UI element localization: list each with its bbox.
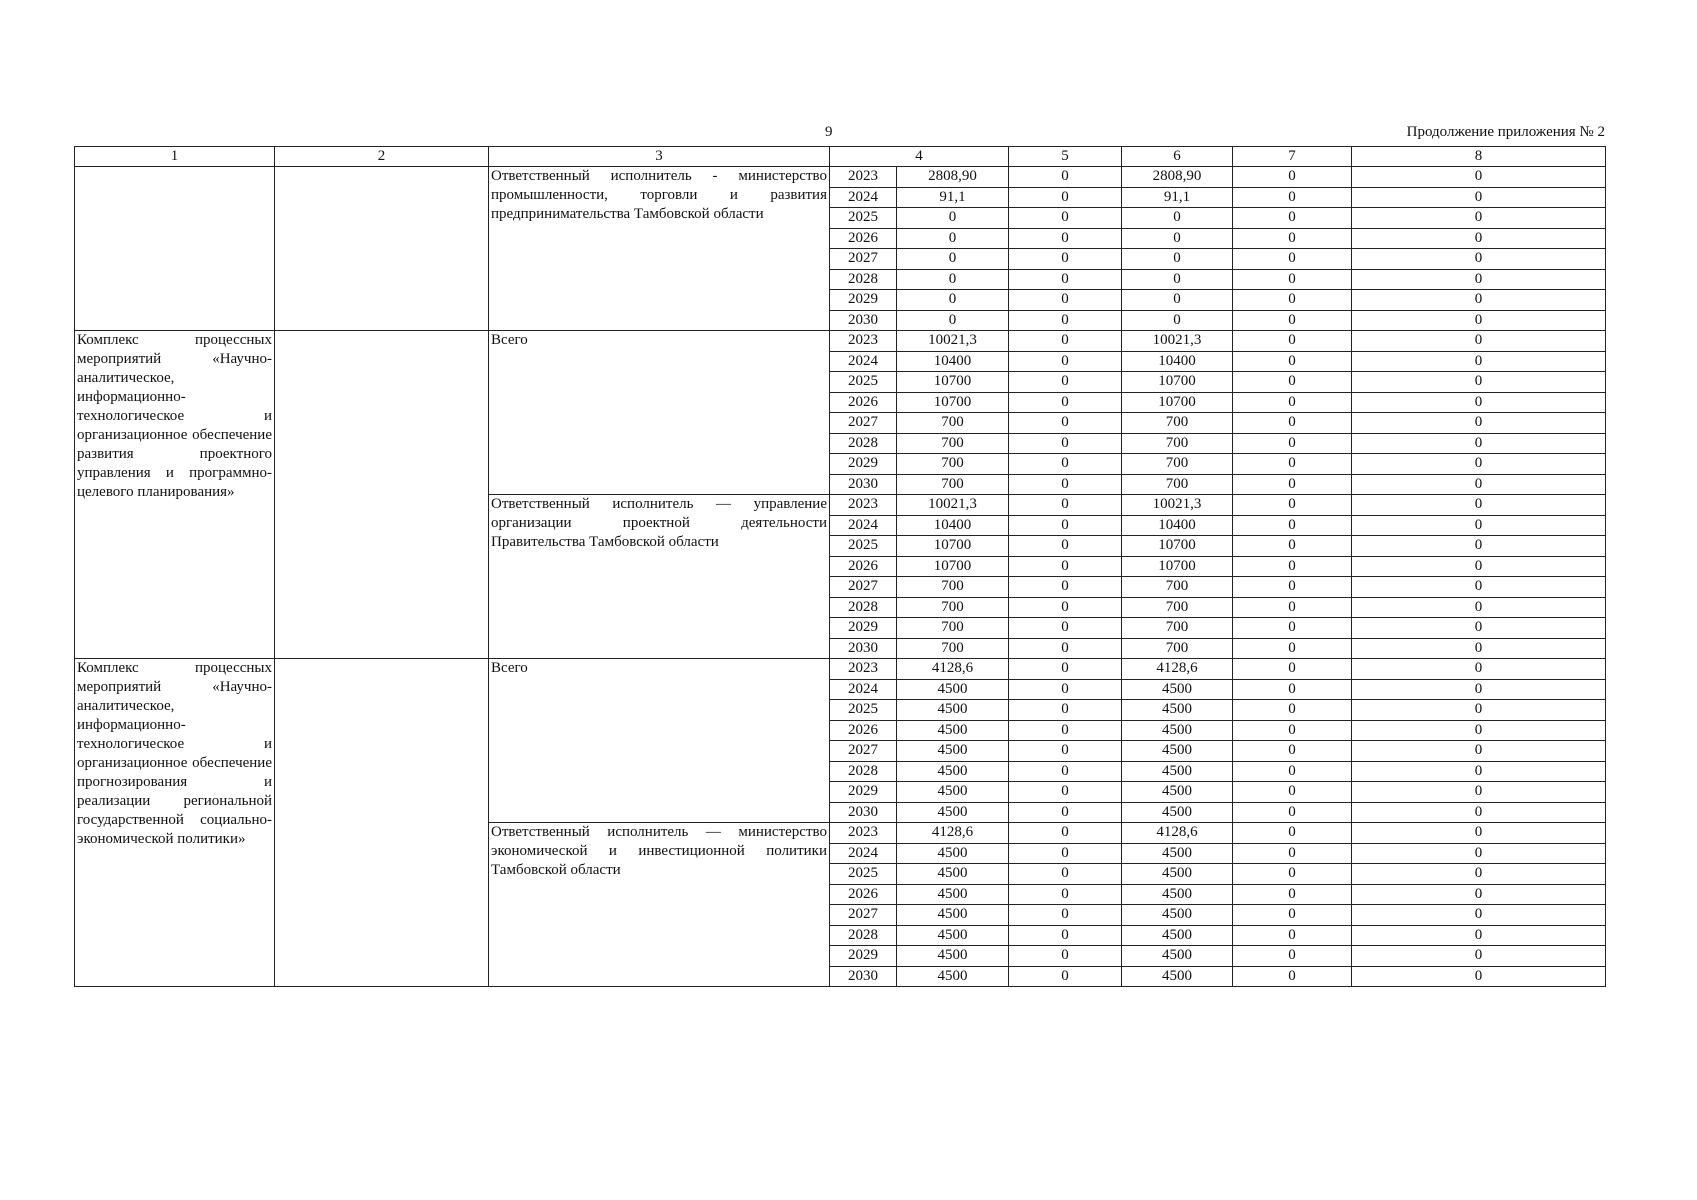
regional-cell: 700: [1122, 618, 1233, 639]
federal-cell: 0: [1009, 495, 1122, 516]
other-cell: 0: [1352, 249, 1606, 270]
regional-cell: 4500: [1122, 864, 1233, 885]
executor-cell: Ответственный исполнитель - министерство промышленности, торговли и развития предпринимательства Тамбовской области: [489, 167, 830, 331]
regional-cell: 10700: [1122, 392, 1233, 413]
federal-cell: 0: [1009, 474, 1122, 495]
table-row: [75, 167, 1606, 188]
year-cell: 2026: [830, 720, 897, 741]
local-cell: 0: [1233, 761, 1352, 782]
other-cell: 0: [1352, 720, 1606, 741]
regional-cell: 4500: [1122, 761, 1233, 782]
federal-cell: 0: [1009, 413, 1122, 434]
regional-cell: 4128,6: [1122, 659, 1233, 680]
federal-cell: 0: [1009, 597, 1122, 618]
other-cell: 0: [1352, 454, 1606, 475]
total-cell: 0: [897, 310, 1009, 331]
local-cell: 0: [1233, 454, 1352, 475]
other-cell: 0: [1352, 433, 1606, 454]
year-cell: 2024: [830, 187, 897, 208]
year-cell: 2023: [830, 495, 897, 516]
total-cell: 700: [897, 413, 1009, 434]
total-cell: 4500: [897, 925, 1009, 946]
local-cell: 0: [1233, 556, 1352, 577]
other-cell: 0: [1352, 802, 1606, 823]
year-cell: 2024: [830, 351, 897, 372]
federal-cell: 0: [1009, 290, 1122, 311]
local-cell: 0: [1233, 946, 1352, 967]
federal-cell: 0: [1009, 392, 1122, 413]
year-cell: 2023: [830, 823, 897, 844]
other-cell: 0: [1352, 946, 1606, 967]
total-cell: 10400: [897, 351, 1009, 372]
other-cell: 0: [1352, 679, 1606, 700]
other-cell: 0: [1352, 659, 1606, 680]
local-cell: 0: [1233, 679, 1352, 700]
other-cell: 0: [1352, 310, 1606, 331]
federal-cell: 0: [1009, 802, 1122, 823]
federal-cell: 0: [1009, 372, 1122, 393]
year-cell: 2024: [830, 843, 897, 864]
regional-cell: 700: [1122, 454, 1233, 475]
total-cell: 4500: [897, 741, 1009, 762]
local-cell: 0: [1233, 802, 1352, 823]
regional-cell: 91,1: [1122, 187, 1233, 208]
regional-cell: 0: [1122, 269, 1233, 290]
federal-cell: 0: [1009, 187, 1122, 208]
other-cell: 0: [1352, 413, 1606, 434]
year-cell: 2028: [830, 269, 897, 290]
federal-cell: 0: [1009, 823, 1122, 844]
total-cell: 4500: [897, 905, 1009, 926]
year-cell: 2029: [830, 782, 897, 803]
federal-cell: 0: [1009, 536, 1122, 557]
total-cell: 700: [897, 454, 1009, 475]
other-cell: 0: [1352, 966, 1606, 987]
column-header: 2: [275, 147, 489, 167]
regional-cell: 4500: [1122, 843, 1233, 864]
total-cell: 4500: [897, 864, 1009, 885]
other-cell: 0: [1352, 331, 1606, 352]
local-cell: 0: [1233, 864, 1352, 885]
regional-cell: 4500: [1122, 946, 1233, 967]
federal-cell: 0: [1009, 454, 1122, 475]
total-cell: 700: [897, 597, 1009, 618]
local-cell: 0: [1233, 474, 1352, 495]
year-cell: 2025: [830, 536, 897, 557]
regional-cell: 0: [1122, 290, 1233, 311]
other-cell: 0: [1352, 474, 1606, 495]
regional-cell: 4500: [1122, 966, 1233, 987]
column-header: 4: [830, 147, 1009, 167]
federal-cell: 0: [1009, 761, 1122, 782]
total-cell: 4500: [897, 884, 1009, 905]
other-cell: 0: [1352, 864, 1606, 885]
column-header: 8: [1352, 147, 1606, 167]
column-header: 7: [1233, 147, 1352, 167]
local-cell: 0: [1233, 351, 1352, 372]
total-cell: 4500: [897, 946, 1009, 967]
regional-cell: 0: [1122, 208, 1233, 229]
total-cell: 4500: [897, 802, 1009, 823]
regional-cell: 2808,90: [1122, 167, 1233, 188]
local-cell: 0: [1233, 310, 1352, 331]
executor-cell: Всего: [489, 331, 830, 495]
federal-cell: 0: [1009, 208, 1122, 229]
federal-cell: 0: [1009, 884, 1122, 905]
regional-cell: 700: [1122, 433, 1233, 454]
executor-cell: Ответственный исполнитель — министерство экономической и инвестиционной политики Тамбовской области: [489, 823, 830, 987]
regional-cell: 700: [1122, 638, 1233, 659]
total-cell: 0: [897, 290, 1009, 311]
regional-cell: 4500: [1122, 700, 1233, 721]
regional-cell: 700: [1122, 413, 1233, 434]
other-cell: 0: [1352, 823, 1606, 844]
federal-cell: 0: [1009, 577, 1122, 598]
year-cell: 2025: [830, 208, 897, 229]
year-cell: 2027: [830, 905, 897, 926]
year-cell: 2028: [830, 597, 897, 618]
other-cell: 0: [1352, 741, 1606, 762]
federal-cell: 0: [1009, 720, 1122, 741]
federal-cell: 0: [1009, 351, 1122, 372]
local-cell: 0: [1233, 700, 1352, 721]
total-cell: 0: [897, 208, 1009, 229]
federal-cell: 0: [1009, 782, 1122, 803]
other-cell: 0: [1352, 782, 1606, 803]
regional-cell: 4500: [1122, 925, 1233, 946]
year-cell: 2025: [830, 700, 897, 721]
column-2-cell: [275, 659, 489, 987]
year-cell: 2023: [830, 331, 897, 352]
regional-cell: 700: [1122, 474, 1233, 495]
other-cell: 0: [1352, 577, 1606, 598]
total-cell: 4128,6: [897, 823, 1009, 844]
total-cell: 4500: [897, 700, 1009, 721]
regional-cell: 4500: [1122, 741, 1233, 762]
year-cell: 2030: [830, 310, 897, 331]
regional-cell: 0: [1122, 228, 1233, 249]
local-cell: 0: [1233, 290, 1352, 311]
local-cell: 0: [1233, 905, 1352, 926]
executor-cell: Всего: [489, 659, 830, 823]
column-header: 1: [75, 147, 275, 167]
other-cell: 0: [1352, 597, 1606, 618]
total-cell: 2808,90: [897, 167, 1009, 188]
local-cell: 0: [1233, 167, 1352, 188]
total-cell: 10400: [897, 515, 1009, 536]
federal-cell: 0: [1009, 638, 1122, 659]
other-cell: 0: [1352, 925, 1606, 946]
local-cell: 0: [1233, 495, 1352, 516]
local-cell: 0: [1233, 720, 1352, 741]
total-cell: 4500: [897, 966, 1009, 987]
column-2-cell: [275, 331, 489, 659]
federal-cell: 0: [1009, 331, 1122, 352]
year-cell: 2025: [830, 864, 897, 885]
federal-cell: 0: [1009, 679, 1122, 700]
local-cell: 0: [1233, 823, 1352, 844]
local-cell: 0: [1233, 782, 1352, 803]
column-2-cell: [275, 167, 489, 331]
other-cell: 0: [1352, 495, 1606, 516]
year-cell: 2025: [830, 372, 897, 393]
table-row: [75, 331, 1606, 352]
regional-cell: 10700: [1122, 372, 1233, 393]
local-cell: 0: [1233, 618, 1352, 639]
federal-cell: 0: [1009, 741, 1122, 762]
federal-cell: 0: [1009, 618, 1122, 639]
year-cell: 2028: [830, 925, 897, 946]
budget-table: [74, 146, 1606, 987]
other-cell: 0: [1352, 208, 1606, 229]
local-cell: 0: [1233, 884, 1352, 905]
year-cell: 2026: [830, 392, 897, 413]
federal-cell: 0: [1009, 659, 1122, 680]
local-cell: 0: [1233, 372, 1352, 393]
other-cell: 0: [1352, 228, 1606, 249]
total-cell: 4500: [897, 720, 1009, 741]
federal-cell: 0: [1009, 515, 1122, 536]
local-cell: 0: [1233, 269, 1352, 290]
local-cell: 0: [1233, 433, 1352, 454]
other-cell: 0: [1352, 843, 1606, 864]
year-cell: 2024: [830, 679, 897, 700]
regional-cell: 4500: [1122, 720, 1233, 741]
federal-cell: 0: [1009, 556, 1122, 577]
other-cell: 0: [1352, 187, 1606, 208]
continuation-label: Продолжение приложения № 2: [1406, 124, 1605, 140]
year-cell: 2029: [830, 454, 897, 475]
year-cell: 2028: [830, 761, 897, 782]
federal-cell: 0: [1009, 167, 1122, 188]
other-cell: 0: [1352, 351, 1606, 372]
year-cell: 2029: [830, 946, 897, 967]
federal-cell: 0: [1009, 843, 1122, 864]
year-cell: 2028: [830, 433, 897, 454]
year-cell: 2027: [830, 741, 897, 762]
regional-cell: 10021,3: [1122, 331, 1233, 352]
total-cell: 700: [897, 474, 1009, 495]
year-cell: 2030: [830, 966, 897, 987]
regional-cell: 700: [1122, 597, 1233, 618]
local-cell: 0: [1233, 331, 1352, 352]
total-cell: 91,1: [897, 187, 1009, 208]
regional-cell: 4500: [1122, 802, 1233, 823]
regional-cell: 0: [1122, 249, 1233, 270]
other-cell: 0: [1352, 556, 1606, 577]
total-cell: 700: [897, 618, 1009, 639]
local-cell: 0: [1233, 638, 1352, 659]
regional-cell: 10400: [1122, 351, 1233, 372]
local-cell: 0: [1233, 249, 1352, 270]
local-cell: 0: [1233, 925, 1352, 946]
total-cell: 700: [897, 433, 1009, 454]
total-cell: 700: [897, 577, 1009, 598]
other-cell: 0: [1352, 167, 1606, 188]
year-cell: 2024: [830, 515, 897, 536]
year-cell: 2027: [830, 577, 897, 598]
program-name-cell: Комплекс процессных мероприятий «Научно-аналитическое, информационно-технологическое и организационное обеспечение развития проектного управления и программно-целевого планирования»: [75, 331, 275, 659]
federal-cell: 0: [1009, 249, 1122, 270]
total-cell: 10700: [897, 392, 1009, 413]
total-cell: 0: [897, 249, 1009, 270]
year-cell: 2030: [830, 638, 897, 659]
year-cell: 2030: [830, 474, 897, 495]
year-cell: 2030: [830, 802, 897, 823]
local-cell: 0: [1233, 187, 1352, 208]
total-cell: 0: [897, 269, 1009, 290]
total-cell: 0: [897, 228, 1009, 249]
federal-cell: 0: [1009, 864, 1122, 885]
column-header: 6: [1122, 147, 1233, 167]
total-cell: 10021,3: [897, 495, 1009, 516]
column-header-row: [75, 147, 1606, 167]
other-cell: 0: [1352, 372, 1606, 393]
total-cell: 4500: [897, 843, 1009, 864]
year-cell: 2026: [830, 884, 897, 905]
other-cell: 0: [1352, 905, 1606, 926]
other-cell: 0: [1352, 618, 1606, 639]
page-number: 9: [825, 124, 833, 140]
regional-cell: 4500: [1122, 679, 1233, 700]
total-cell: 10700: [897, 536, 1009, 557]
regional-cell: 4500: [1122, 782, 1233, 803]
regional-cell: 10700: [1122, 536, 1233, 557]
regional-cell: 10400: [1122, 515, 1233, 536]
local-cell: 0: [1233, 659, 1352, 680]
other-cell: 0: [1352, 700, 1606, 721]
other-cell: 0: [1352, 515, 1606, 536]
federal-cell: 0: [1009, 966, 1122, 987]
other-cell: 0: [1352, 884, 1606, 905]
total-cell: 4500: [897, 782, 1009, 803]
local-cell: 0: [1233, 741, 1352, 762]
local-cell: 0: [1233, 413, 1352, 434]
year-cell: 2029: [830, 618, 897, 639]
year-cell: 2027: [830, 413, 897, 434]
year-cell: 2027: [830, 249, 897, 270]
other-cell: 0: [1352, 269, 1606, 290]
total-cell: 4500: [897, 679, 1009, 700]
regional-cell: 700: [1122, 577, 1233, 598]
local-cell: 0: [1233, 577, 1352, 598]
regional-cell: 4500: [1122, 884, 1233, 905]
local-cell: 0: [1233, 597, 1352, 618]
local-cell: 0: [1233, 515, 1352, 536]
column-header: 3: [489, 147, 830, 167]
column-header: 5: [1009, 147, 1122, 167]
program-name-cell: Комплекс процессных мероприятий «Научно-аналитическое, информационно-технологическое и организационное обеспечение прогнозирования и реализации региональной государственной социально-экономической политики»: [75, 659, 275, 987]
federal-cell: 0: [1009, 700, 1122, 721]
total-cell: 700: [897, 638, 1009, 659]
regional-cell: 0: [1122, 310, 1233, 331]
local-cell: 0: [1233, 228, 1352, 249]
local-cell: 0: [1233, 392, 1352, 413]
year-cell: 2023: [830, 167, 897, 188]
federal-cell: 0: [1009, 433, 1122, 454]
total-cell: 4128,6: [897, 659, 1009, 680]
total-cell: 10700: [897, 372, 1009, 393]
total-cell: 4500: [897, 761, 1009, 782]
regional-cell: 4128,6: [1122, 823, 1233, 844]
total-cell: 10021,3: [897, 331, 1009, 352]
other-cell: 0: [1352, 392, 1606, 413]
local-cell: 0: [1233, 966, 1352, 987]
executor-cell: Ответственный исполнитель — управление организации проектной деятельности Правительства Тамбовской области: [489, 495, 830, 659]
federal-cell: 0: [1009, 946, 1122, 967]
local-cell: 0: [1233, 208, 1352, 229]
regional-cell: 10700: [1122, 556, 1233, 577]
federal-cell: 0: [1009, 925, 1122, 946]
regional-cell: 10021,3: [1122, 495, 1233, 516]
local-cell: 0: [1233, 843, 1352, 864]
federal-cell: 0: [1009, 269, 1122, 290]
program-name-cell: [75, 167, 275, 331]
local-cell: 0: [1233, 536, 1352, 557]
total-cell: 10700: [897, 556, 1009, 577]
regional-cell: 4500: [1122, 905, 1233, 926]
federal-cell: 0: [1009, 310, 1122, 331]
other-cell: 0: [1352, 761, 1606, 782]
year-cell: 2026: [830, 556, 897, 577]
year-cell: 2029: [830, 290, 897, 311]
federal-cell: 0: [1009, 228, 1122, 249]
year-cell: 2026: [830, 228, 897, 249]
federal-cell: 0: [1009, 905, 1122, 926]
other-cell: 0: [1352, 290, 1606, 311]
other-cell: 0: [1352, 536, 1606, 557]
table-row: [75, 659, 1606, 680]
other-cell: 0: [1352, 638, 1606, 659]
year-cell: 2023: [830, 659, 897, 680]
